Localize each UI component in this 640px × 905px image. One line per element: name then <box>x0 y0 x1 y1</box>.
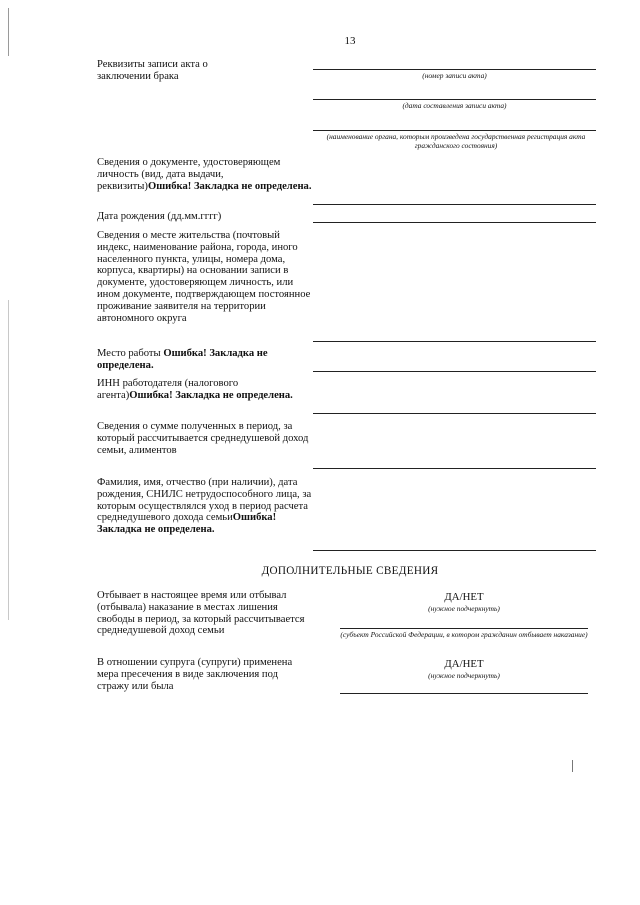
act-number-line[interactable] <box>313 69 596 70</box>
imprisonment-hint: (нужное подчеркнуть) <box>428 604 500 613</box>
disabled-care-text: Фамилия, имя, отчество (при наличии), дата рождения, СНИЛС нетрудоспособного лица, за которым осуществлялся уход в период расчета среднедушевого дохода семьи <box>97 477 312 524</box>
employer-inn-line[interactable] <box>313 413 596 414</box>
identity-doc-label <box>97 157 312 192</box>
bookmark-error: Ошибка! Закладка не определена. <box>147 180 312 192</box>
identity-doc-text: Сведения о документе, удостоверяющем личность (вид, дата выдачи, реквизиты) <box>97 157 281 192</box>
residence-line[interactable] <box>313 341 596 342</box>
birth-date-label: Дата рождения (дд.мм.гггг) <box>97 211 222 222</box>
birth-date-line[interactable] <box>313 222 596 223</box>
workplace-text: Место работы <box>97 348 164 359</box>
registry-office-caption: (наименование органа, которым произведена государственная регистрация акта гражданского состояния) <box>326 132 586 150</box>
residence-label: Сведения о месте жительства (почтовый индекс, наименование района, города, иного населенного пункта, улицы, номера дома, корпуса, квартиры) на основании записи в документе, удостоверяющем личность, или ином документе, подтверждающем постоянное проживание заявителя на территории автономного округа <box>97 230 311 324</box>
disabled-care-line[interactable] <box>313 550 596 551</box>
act-number-caption: (номер записи акта) <box>422 71 487 80</box>
imprisonment-yes-no[interactable]: ДА/НЕТ <box>444 591 484 603</box>
registry-office-line[interactable] <box>313 130 596 131</box>
employer-inn-label <box>97 378 312 402</box>
bookmark-error: Ошибка! Закладка не определена. <box>97 348 268 371</box>
spouse-custody-label: В отношении супруга (супруги) применена мера пресечения в виде заключения под стражу или была <box>97 657 293 692</box>
employer-inn-text: ИНН работодателя (налогового агента) <box>97 378 239 401</box>
workplace-label <box>97 348 312 372</box>
imprisonment-subject-caption: (субъект Российской Федерации, в котором гражданин отбывает наказание) <box>340 630 588 639</box>
identity-doc-line[interactable] <box>313 204 596 205</box>
act-date-line[interactable] <box>313 99 596 100</box>
alimony-line[interactable] <box>313 468 596 469</box>
spouse-custody-line[interactable] <box>340 693 588 694</box>
act-date-caption: (дата составления записи акта) <box>402 101 507 110</box>
left-margin-mark <box>8 8 9 56</box>
disabled-care-label <box>97 477 312 536</box>
act-record-label: Реквизиты записи акта о заключении брака <box>97 59 208 82</box>
imprisonment-label: Отбывает в настоящее время или отбывал (отбывала) наказание в местах лишения свободы в период, за который рассчитывается среднедушевой доход семьи <box>97 590 305 637</box>
spouse-custody-hint: (нужное подчеркнуть) <box>428 671 500 680</box>
workplace-line[interactable] <box>313 371 596 372</box>
bookmark-error: Ошибка! Закладка не определена. <box>129 389 293 401</box>
bookmark-error: Ошибка! Закладка не определена. <box>97 512 277 536</box>
additional-info-title: ДОПОЛНИТЕЛЬНЫЕ СВЕДЕНИЯ <box>261 565 439 577</box>
page-number: 13 <box>344 35 356 47</box>
spouse-custody-yes-no[interactable]: ДА/НЕТ <box>444 658 484 670</box>
scan-mark <box>572 760 573 772</box>
imprisonment-subject-line[interactable] <box>340 628 588 629</box>
alimony-label: Сведения о сумме полученных в период, за который рассчитывается среднедушевой доход семьи, алиментов <box>97 421 309 456</box>
